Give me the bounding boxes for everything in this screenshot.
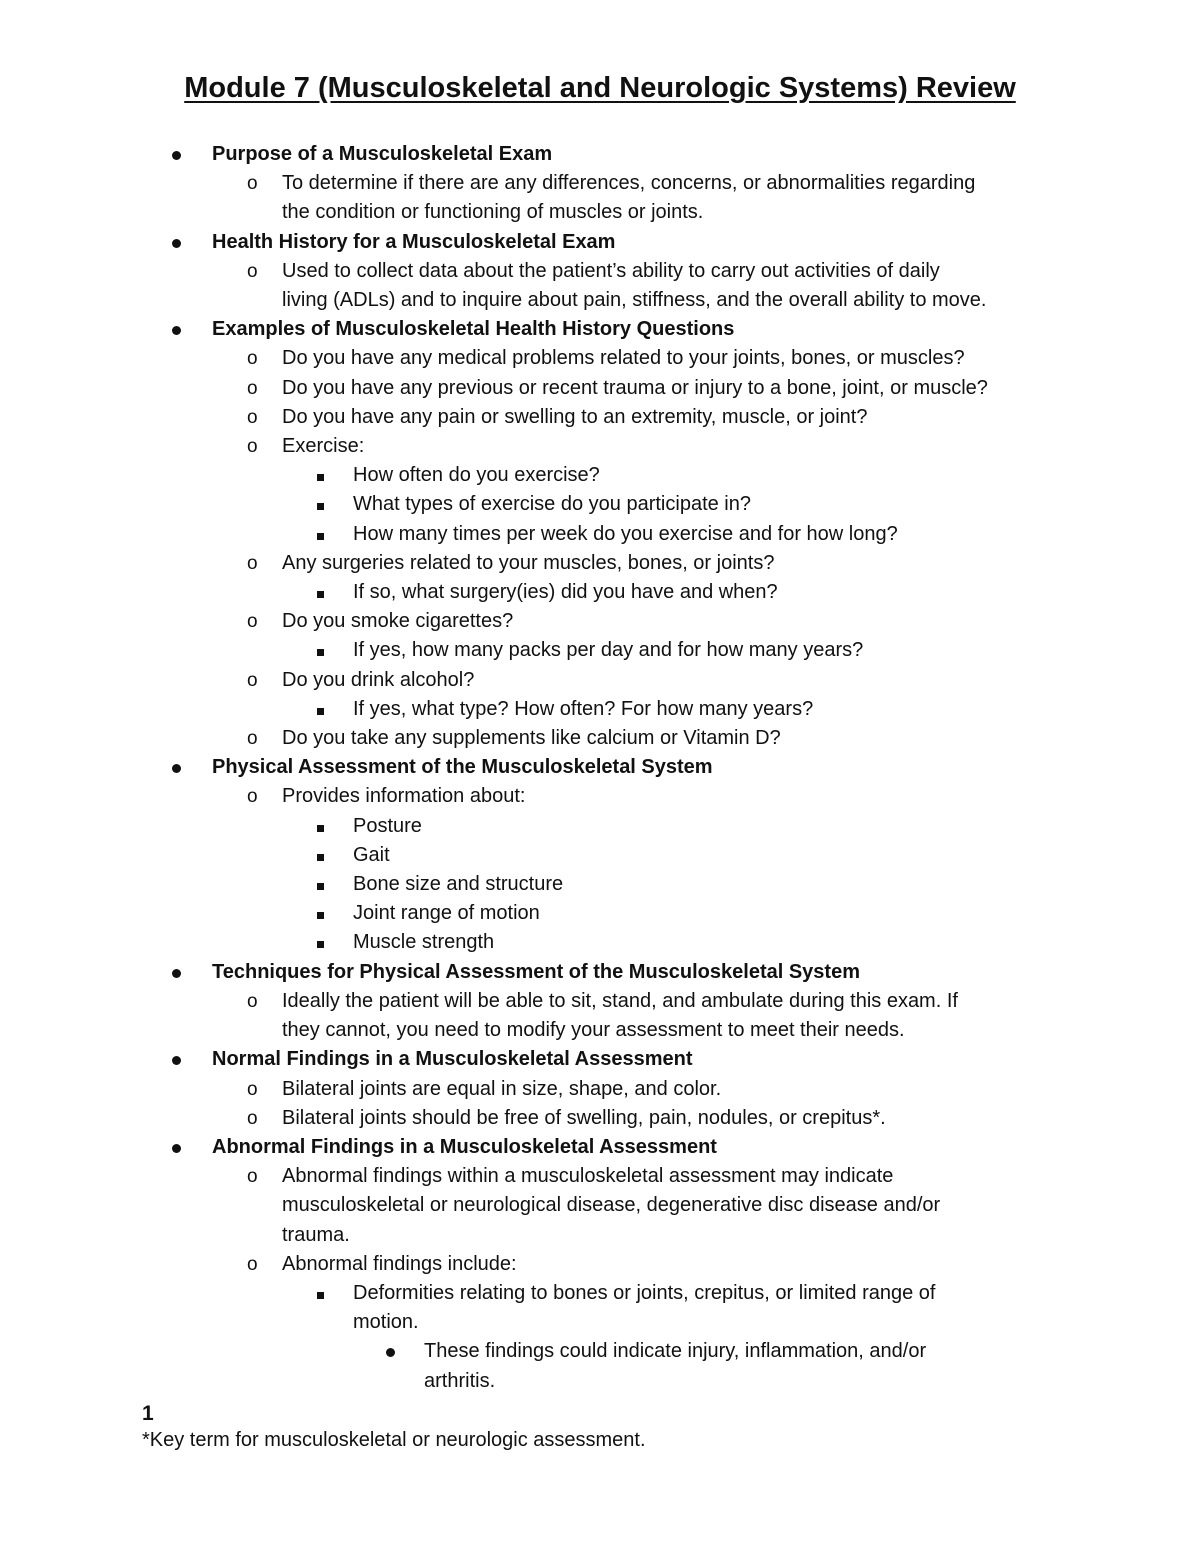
outline-item-level-2 [0,724,1200,753]
outline-item-level-2 [0,1104,1200,1133]
outline-item-level-3 [0,928,1200,957]
outline-item-level-3 [0,899,1200,928]
outline-item-level-2 [0,666,1200,695]
outline-item-text: Purpose of a Musculoskeletal Exam [212,143,553,165]
filled-circle-bullet-icon [172,140,181,169]
outline-item-level-3 [0,490,1200,519]
page-title: Module 7 (Musculoskeletal and Neurologic Systems) Review [184,72,1016,104]
outline-item-level-1 [0,753,1200,782]
outline-item-level-4 [0,1337,1200,1366]
outline-item-text: How many times per week do you exercise and for how long? [353,522,898,545]
outline-item-level-2 [0,782,1200,811]
outline-item-text: To determine if there are any differences, concerns, or abnormalities regarding [282,172,976,195]
outline-item-level-1 [0,228,1200,257]
outline-item-text: Posture [353,814,422,837]
outline-item-level-3 [0,841,1200,870]
open-circle-bullet-icon: o [247,173,258,195]
outline-item-text: the condition or functioning of muscles or joints. [282,201,704,224]
outline-item-level-3 [0,461,1200,490]
outline-item-level-1 [0,1045,1200,1074]
outline-item-text: Abnormal Findings in a Musculoskeletal Assessment [212,1135,717,1158]
outline-item-text: Do you have any pain or swelling to an extremity, muscle, or joint? [282,405,868,428]
outline-item-level-2 [0,432,1200,461]
outline-item-text: Bilateral joints are equal in size, shape, and color. [282,1077,722,1100]
outline-item-level-1 [0,315,1200,344]
outline-item-text: Do you take any supplements like calcium or Vitamin D? [282,727,781,750]
outline-item-text: Gait [353,843,390,866]
square-bullet-icon [317,841,324,870]
filled-circle-bullet-icon [172,958,181,987]
open-circle-bullet-icon: o [247,786,258,808]
outline-item-text: Provides information about: [282,785,526,808]
outline-item-level-3 [0,520,1200,549]
outline-item-level-3 [0,636,1200,665]
outline-item-text: Health History for a Musculoskeletal Exam [212,230,616,253]
outline-item-text: Physical Assessment of the Musculoskeletal System [212,756,713,779]
open-circle-bullet-icon: o [247,1166,258,1188]
square-bullet-icon [317,461,324,490]
outline-item-text: arthritis. [424,1369,496,1392]
outline-item-level-3 [0,1279,1200,1308]
square-bullet-icon [317,520,324,549]
outline-item-level-2 [0,1250,1200,1279]
outline-item-level-2 [0,1162,1200,1191]
filled-circle-bullet-icon [172,753,181,782]
outline-item-level-2 [0,1075,1200,1104]
filled-circle-bullet-icon [172,228,181,257]
outline-item-text: Exercise: [282,435,365,458]
outline-item-text: What types of exercise do you participate in? [353,493,751,516]
open-circle-bullet-icon: o [247,1253,258,1275]
outline-item-text: Do you smoke cigarettes? [282,610,514,633]
outline-item-text: Abnormal findings include: [282,1252,517,1275]
square-bullet-icon [317,636,324,665]
open-circle-bullet-icon: o [247,377,258,399]
outline-item-text: Do you have any medical problems related to your joints, bones, or muscles? [282,347,965,370]
outline-item-level-2 [0,987,1200,1016]
outline-list [0,140,1200,1396]
outline-item-continuation [0,1191,1200,1220]
open-circle-bullet-icon: o [247,348,258,370]
square-bullet-icon [317,578,324,607]
outline-item-text: Ideally the patient will be able to sit, stand, and ambulate during this exam. If [282,989,958,1012]
outline-item-continuation [0,286,1200,315]
outline-item-text: musculoskeletal or neurological disease, degenerative disc disease and/or [282,1194,941,1217]
square-bullet-icon [317,812,324,841]
outline-item-text: Bilateral joints should be free of swelling, pain, nodules, or crepitus*. [282,1106,886,1129]
filled-circle-bullet-icon [172,1045,181,1074]
outline-item-level-2 [0,607,1200,636]
outline-item-text: If yes, how many packs per day and for how many years? [353,639,864,662]
open-circle-bullet-icon: o [247,406,258,428]
square-bullet-icon [317,695,324,724]
outline-item-text: Examples of Musculoskeletal Health History Questions [212,318,735,341]
footnote: *Key term for musculoskeletal or neurologic assessment. [142,1429,646,1451]
outline-item-level-3 [0,695,1200,724]
outline-item-level-2 [0,403,1200,432]
outline-item-continuation [0,1308,1200,1337]
square-bullet-icon [317,899,324,928]
outline-item-text: If yes, what type? How often? For how many years? [353,697,814,720]
square-bullet-icon [317,490,324,519]
open-circle-bullet-icon: o [247,728,258,750]
outline-item-level-1 [0,140,1200,169]
outline-item-continuation [0,198,1200,227]
outline-item-text: Bone size and structure [353,873,564,896]
outline-item-text: Muscle strength [353,931,495,954]
outline-item-continuation [0,1016,1200,1045]
outline-item-text: they cannot, you need to modify your assessment to meet their needs. [282,1019,905,1042]
open-circle-bullet-icon: o [247,669,258,691]
outline-item-level-2 [0,344,1200,373]
filled-circle-bullet-icon [172,1133,181,1162]
outline-item-text: Normal Findings in a Musculoskeletal Assessment [212,1048,693,1071]
outline-item-text: Do you have any previous or recent trauma or injury to a bone, joint, or muscle? [282,376,988,399]
square-bullet-icon [317,928,324,957]
outline-item-level-3 [0,812,1200,841]
open-circle-bullet-icon: o [247,1107,258,1129]
outline-item-text: How often do you exercise? [353,464,600,487]
open-circle-bullet-icon: o [247,1078,258,1100]
outline-item-level-2 [0,257,1200,286]
open-circle-bullet-icon: o [247,260,258,282]
outline-item-text: Joint range of motion [353,902,540,925]
outline-item-text: Used to collect data about the patient’s ability to carry out activities of daily [282,259,940,282]
open-circle-bullet-icon: o [247,436,258,458]
open-circle-bullet-icon: o [247,552,258,574]
open-circle-bullet-icon: o [247,990,258,1012]
outline-item-text: Deformities relating to bones or joints, crepitus, or limited range of [353,1281,936,1304]
outline-item-text: Abnormal findings within a musculoskeletal assessment may indicate [282,1165,894,1188]
page-number: 1 [142,1402,154,1425]
outline-item-level-3 [0,870,1200,899]
open-circle-bullet-icon: o [247,611,258,633]
outline-item-text: Do you drink alcohol? [282,668,475,691]
outline-item-text: Techniques for Physical Assessment of the Musculoskeletal System [212,960,860,983]
filled-circle-bullet-icon [172,315,181,344]
outline-item-level-2 [0,169,1200,198]
outline-item-level-1 [0,1133,1200,1162]
square-bullet-icon [317,1279,324,1308]
outline-item-level-2 [0,549,1200,578]
outline-item-text: motion. [353,1311,419,1334]
outline-item-level-2 [0,374,1200,403]
outline-item-level-3 [0,578,1200,607]
square-bullet-icon [317,870,324,899]
outline-item-text: These findings could indicate injury, inflammation, and/or [424,1340,927,1363]
outline-item-continuation [0,1221,1200,1250]
outline-item-text: living (ADLs) and to inquire about pain, stiffness, and the overall ability to move. [282,289,987,312]
outline-item-level-1 [0,958,1200,987]
outline-item-text: Any surgeries related to your muscles, bones, or joints? [282,551,775,574]
outline-item-continuation [0,1367,1200,1396]
outline-item-text: trauma. [282,1223,350,1246]
outline-item-text: If so, what surgery(ies) did you have and when? [353,581,778,604]
filled-circle-bullet-icon [386,1337,395,1366]
